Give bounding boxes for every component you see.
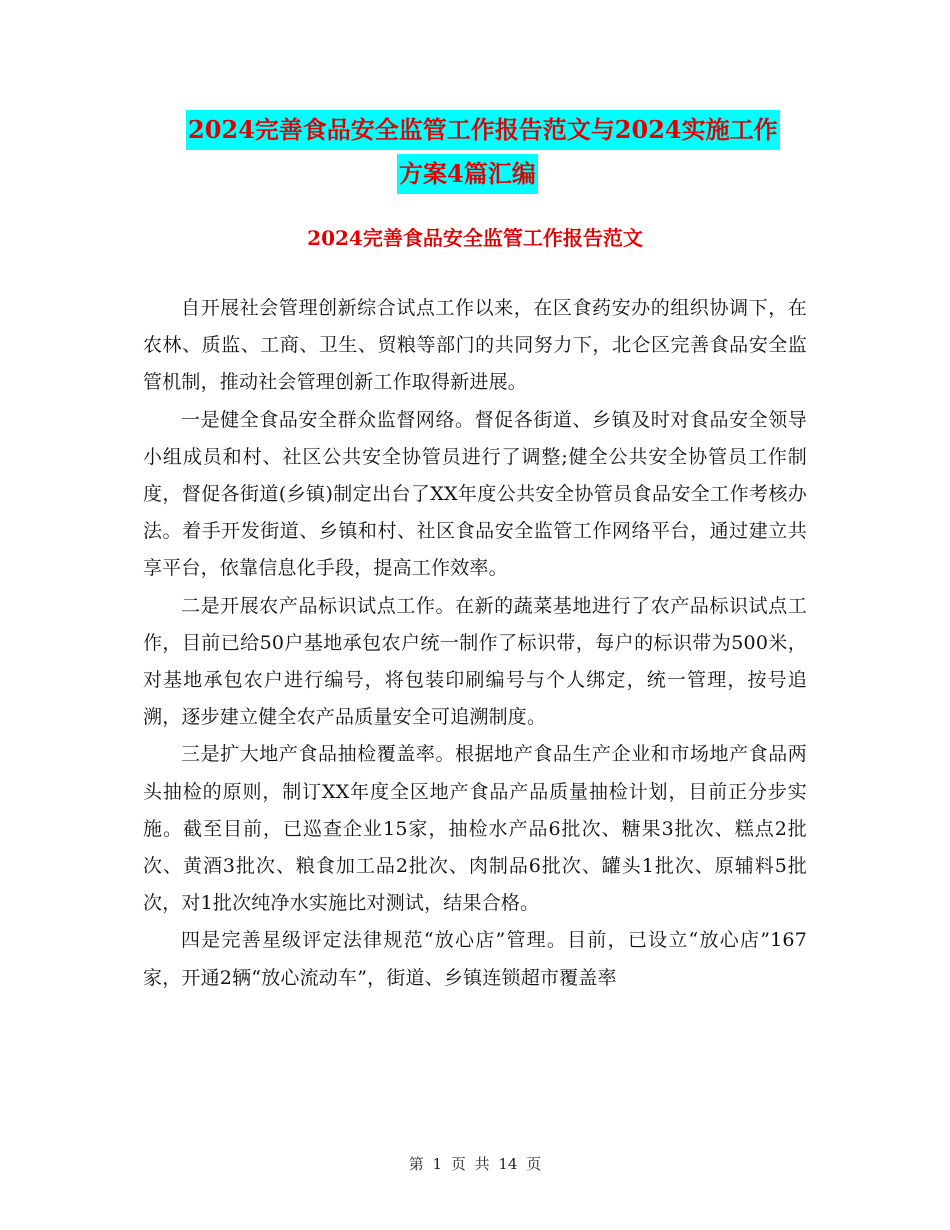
paragraph: 一是健全食品安全群众监督网络。督促各街道、乡镇及时对食品安全领导小组成员和村、社区公共安全协管员进行了调整;健全公共安全协管员工作制度，督促各街道(乡镇)制定出台了XX年度公共安全协管员食品安全工作考核办法。着手开发街道、乡镇和村、社区食品安全监管工作网络平台，通过建立共享平台，依靠信息化手段，提高工作效率。 xyxy=(143,408,807,580)
body-text xyxy=(143,290,807,997)
paragraph: 四是完善星级评定法律规范“放心店”管理。目前，已设立“放心店”167家，开通2辆“放心流动车”，街道、乡镇连锁超市覆盖率 xyxy=(143,929,807,989)
paragraph: 自开展社会管理创新综合试点工作以来，在区食药安办的组织协调下，在农林、质监、工商、卫生、贸粮等部门的共同努力下，北仑区完善食品安全监管机制，推动社会管理创新工作取得新进展。 xyxy=(143,297,807,394)
title-line-1: 2024完善食品安全监管工作报告范文与2024实施工作 xyxy=(186,110,780,150)
paragraph: 三是扩大地产食品抽检覆盖率。根据地产食品生产企业和市场地产食品两头抽检的原则，制订XX年度全区地产食品产品质量抽检计划，目前正分步实施。截至目前，已巡查企业15家，抽检水产品6批次、糖果3批次、糕点2批次、黄酒3批次、粮食加工品2批次、肉制品6批次、罐头1批次、原辅料5批次，对1批次纯净水实施比对测试，结果合格。 xyxy=(143,743,807,915)
paragraph: 二是开展农产品标识试点工作。在新的蔬菜基地进行了农产品标识试点工作，目前已给50户基地承包农户统一制作了标识带，每户的标识带为500米，对基地承包农户进行编号，将包装印刷编号与个人绑定，统一管理，按号追溯，逐步建立健全农产品质量安全可追溯制度。 xyxy=(143,594,807,729)
page-footer: 第 1 页 共 14 页 xyxy=(408,1155,542,1173)
title-line-2: 方案4篇汇编 xyxy=(397,154,538,194)
section-heading: 2024完善食品安全监管工作报告范文 xyxy=(307,226,643,250)
